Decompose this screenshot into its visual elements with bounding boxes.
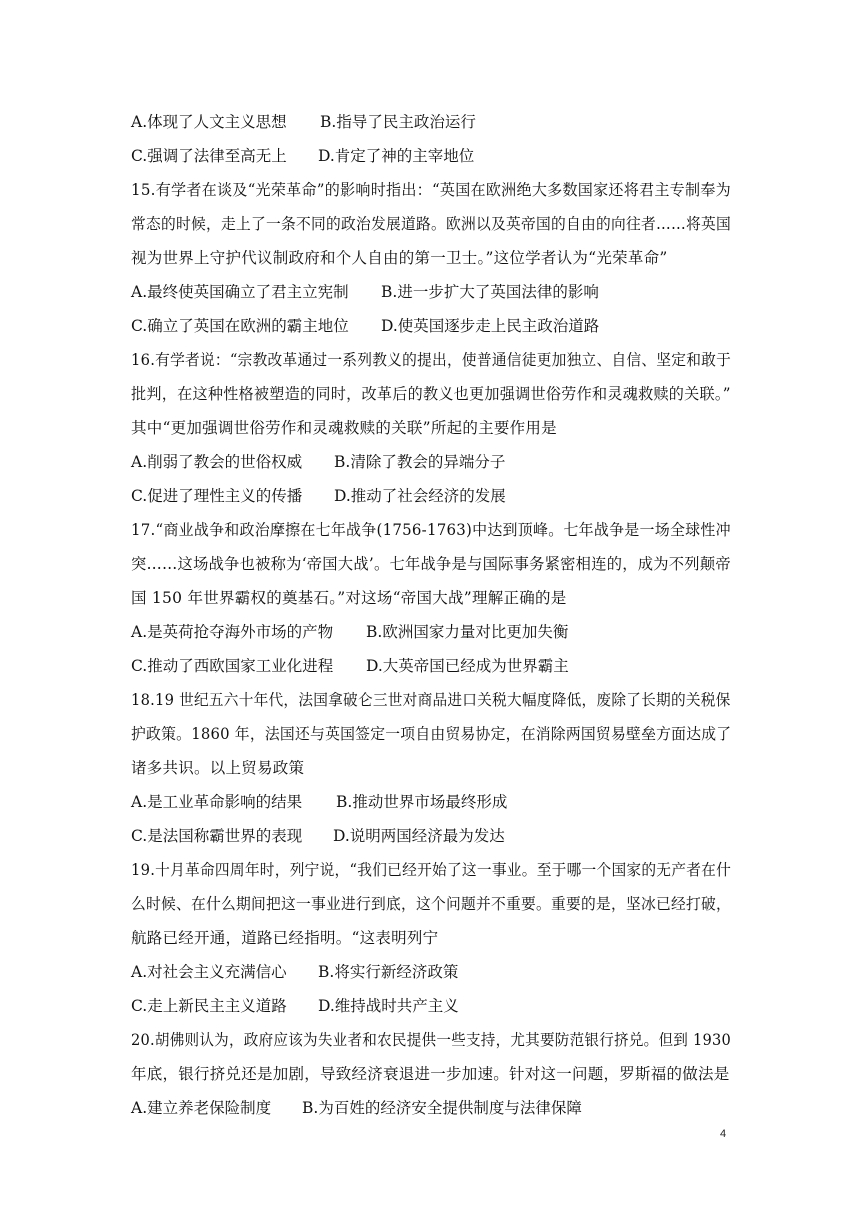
q19-option-a: A.对社会主义充满信心 bbox=[131, 963, 287, 981]
q17-options-row1 bbox=[131, 622, 731, 642]
q15-options-row1 bbox=[131, 282, 731, 302]
q20-stem-line2: 年底，银行挤兑还是加剧，导致经济衰退进一步加速。针对这一问题，罗斯福的做法是 bbox=[131, 1065, 730, 1083]
q19-stem-line1: 19.十月革命四周年时，列宁说，“我们已经开始了这一事业。至于哪一个国家的无产者在什 bbox=[131, 861, 732, 879]
q19-stem-line2: 么时候、在什么期间把这一事业进行到底，这个问题并不重要。重要的是，坚冰已经打破， bbox=[131, 895, 732, 913]
q19-option-d: D.维持战时共产主义 bbox=[318, 997, 459, 1015]
q15-option-d: D.使英国逐步走上民主政治道路 bbox=[381, 317, 600, 335]
q19-option-c: C.走上新民主主义道路 bbox=[131, 997, 287, 1015]
q18-stem-line1: 18.19 世纪五六十年代，法国拿破仑三世对商品进口关税大幅度降低，废除了长期的关税保 bbox=[131, 691, 731, 709]
q14-option-b: B.指导了民主政治运行 bbox=[320, 113, 476, 131]
q18-option-b: B.推动世界市场最终形成 bbox=[336, 793, 508, 811]
q19-option-b: B.将实行新经济政策 bbox=[318, 963, 459, 981]
q15-stem-line1: 15.有学者在谈及“光荣革命”的影响时指出：“英国在欧洲绝大多数国家还将君主专制奉为 bbox=[131, 181, 731, 199]
q14-option-a: A.体现了人文主义思想 bbox=[131, 113, 287, 131]
q15-option-c: C.确立了英国在欧洲的霸主地位 bbox=[131, 317, 349, 335]
q16-option-b: B.清除了教会的异端分子 bbox=[334, 453, 506, 471]
q15-stem-line2: 常态的时候，走上了一条不同的政治发展道路。欧洲以及英帝国的自由的向往者……将英国 bbox=[131, 215, 732, 233]
q17-stem-line3: 国 150 年世界霸权的奠基石。”对这场“帝国大战”理解正确的是 bbox=[131, 589, 567, 607]
q14-options-row2 bbox=[131, 146, 731, 166]
q17-stem-line2: 突……这场战争也被称为‘帝国大战’。七年战争是与国际事务紧密相连的，成为不列颠帝 bbox=[131, 555, 731, 573]
q16-option-d: D.推动了社会经济的发展 bbox=[334, 487, 506, 505]
q18-stem-line3: 诸多共识。以上贸易政策 bbox=[131, 759, 305, 777]
q15-option-a: A.最终使英国确立了君主立宪制 bbox=[131, 283, 349, 301]
q17-option-d: D.大英帝国已经成为世界霸主 bbox=[366, 657, 569, 675]
q19-stem-line3: 航路已经开通，道路已经指明。“这表明列宁 bbox=[131, 929, 439, 947]
q17-option-c: C.推动了西欧国家工业化进程 bbox=[131, 657, 334, 675]
q14-options-row1 bbox=[131, 112, 731, 132]
q18-option-a: A.是工业革命影响的结果 bbox=[131, 793, 303, 811]
q20-options-row1 bbox=[131, 1098, 731, 1118]
q15-options-row2 bbox=[131, 316, 731, 336]
q17-stem-line1: 17.“商业战争和政治摩擦在七年战争(1756-1763)中达到顶峰。七年战争是一场全球性冲 bbox=[131, 521, 731, 539]
q20-option-b: B.为百姓的经济安全提供制度与法律保障 bbox=[302, 1099, 582, 1117]
q16-stem-line3: 其中“更加强调世俗劳作和灵魂救赎的关联”所起的主要作用是 bbox=[131, 419, 557, 437]
q16-stem-line2: 批判，在这种性格被塑造的同时，改革后的教义也更加强调世俗劳作和灵魂救赎的关联。” bbox=[131, 385, 731, 403]
q14-option-d: D.肯定了神的主宰地位 bbox=[318, 147, 475, 165]
q16-stem-line1: 16.有学者说：“宗教改革通过一系列教义的提出，使普通信徒更加独立、自信、坚定和敢于 bbox=[131, 351, 732, 369]
q18-option-c: C.是法国称霸世界的表现 bbox=[131, 827, 303, 845]
q18-options-row1 bbox=[131, 792, 731, 812]
q20-option-a: A.建立养老保险制度 bbox=[131, 1099, 272, 1117]
q19-options-row1 bbox=[131, 962, 731, 982]
q15-stem-line3: 视为世界上守护代议制政府和个人自由的第一卫士。”这位学者认为“光荣革命” bbox=[131, 249, 668, 267]
q18-stem-line2: 护政策。1860 年，法国还与英国签定一项自由贸易协定，在消除两国贸易壁垒方面达成了 bbox=[131, 725, 732, 743]
q17-options-row2 bbox=[131, 656, 731, 676]
page-number: 4 bbox=[720, 1128, 727, 1140]
q16-option-a: A.削弱了教会的世俗权威 bbox=[131, 453, 303, 471]
q18-options-row2 bbox=[131, 826, 731, 846]
q15-option-b: B.进一步扩大了英国法律的影响 bbox=[381, 283, 599, 301]
q17-option-b: B.欧洲国家力量对比更加失衡 bbox=[366, 623, 569, 641]
q16-options-row2 bbox=[131, 486, 731, 506]
q14-option-c: C.强调了法律至高无上 bbox=[131, 147, 287, 165]
q17-option-a: A.是英荷抢夺海外市场的产物 bbox=[131, 623, 334, 641]
q20-stem-line1: 20.胡佛则认为，政府应该为失业者和农民提供一些支持，尤其要防范银行挤兑。但到 1930 bbox=[131, 1031, 732, 1049]
q18-option-d: D.说明两国经济最为发达 bbox=[333, 827, 505, 845]
q16-options-row1 bbox=[131, 452, 731, 472]
q19-options-row2 bbox=[131, 996, 731, 1016]
q16-option-c: C.促进了理性主义的传播 bbox=[131, 487, 303, 505]
